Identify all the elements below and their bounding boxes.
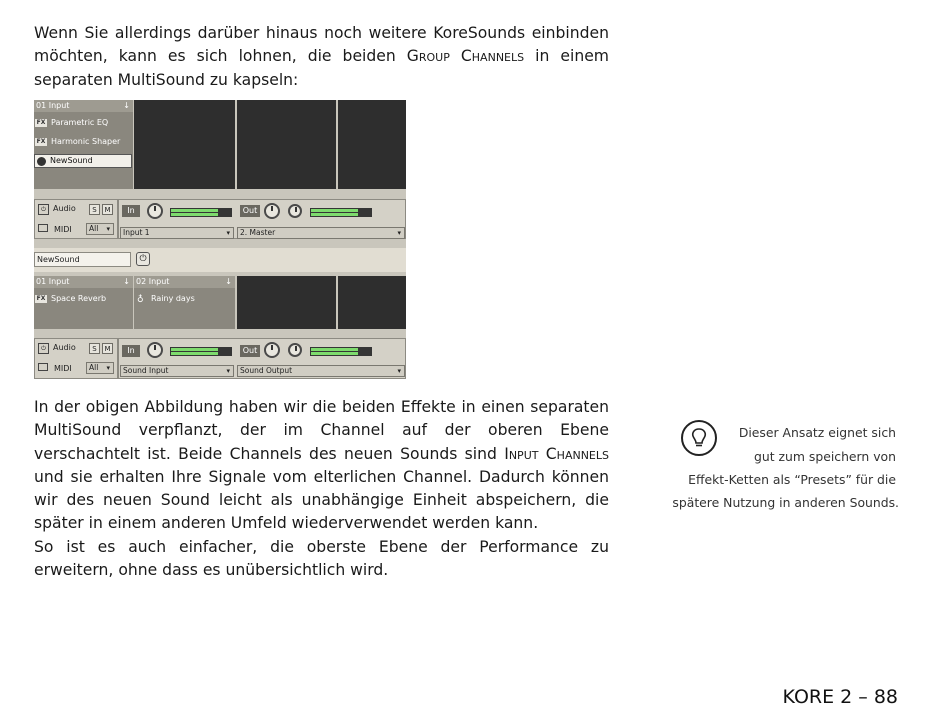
bottom-channel-header-1[interactable]: 01 Input ↓: [34, 276, 133, 288]
tip-line-2: gut zum speichern von: [754, 449, 896, 464]
top-mute-button[interactable]: M: [102, 204, 113, 215]
top-in-label: In: [122, 205, 140, 217]
bottom-in-knob[interactable]: [147, 342, 163, 358]
bottom-mute-button[interactable]: M: [102, 343, 113, 354]
page-number: KORE 2 – 88: [782, 686, 898, 708]
intro-paragraph: Wenn Sie allerdings darüber hinaus noch weitere KoreSounds einbinden möchten, kann es sich lohnen, die beiden Group Channels in einem separaten MultiSound zu kapseln:: [34, 24, 609, 89]
top-out-knob[interactable]: [264, 203, 280, 219]
top-pan-knob[interactable]: [288, 204, 302, 218]
bottom-slot-empty-1[interactable]: [237, 276, 336, 329]
power-icon[interactable]: ⏻: [136, 252, 150, 266]
bottom-input-select[interactable]: Sound Input ▾: [120, 365, 234, 377]
bottom-channel-header-2[interactable]: 02 Input ↓: [134, 276, 235, 288]
bottom-out-meter: [310, 347, 372, 356]
tip-line-4: spätere Nutzung in anderen Sounds.: [672, 495, 899, 510]
bottom-midi-label[interactable]: MIDI: [38, 363, 84, 375]
top-in-meter: [170, 208, 232, 217]
top-channel-header[interactable]: 01 Input ↓: [34, 100, 133, 112]
sound-name-field[interactable]: NewSound: [34, 252, 131, 267]
kore-screenshot: [34, 100, 406, 379]
top-fx-slot-1[interactable]: FX Parametric EQ: [36, 118, 109, 127]
bottom-output-select[interactable]: Sound Output ▾: [237, 365, 405, 377]
top-midi-select[interactable]: All ▾: [86, 223, 114, 235]
top-fx-slot-2[interactable]: FX Harmonic Shaper: [36, 137, 121, 146]
term-group-channels: Group Channels: [406, 47, 525, 66]
top-output-select[interactable]: 2. Master ▾: [237, 227, 405, 239]
term-input-channels: Input Channels: [504, 444, 609, 463]
top-solo-button[interactable]: S: [89, 204, 100, 215]
top-input-select[interactable]: Input 1 ▾: [120, 227, 234, 239]
bottom-audio-label[interactable]: ⏻ Audio: [38, 342, 84, 354]
tip-line-3: Effekt-Ketten als “Presets” für die: [688, 472, 896, 487]
bottom-fx-slot-1[interactable]: FX Space Reverb: [36, 294, 107, 303]
bottom-pan-knob[interactable]: [288, 343, 302, 357]
lightbulb-icon: [681, 420, 717, 456]
top-audio-label[interactable]: ⏻ Audio: [38, 203, 84, 215]
top-out-meter: [310, 208, 372, 217]
top-out-label: Out: [240, 205, 260, 217]
top-sound-slot[interactable]: NewSound: [34, 154, 132, 168]
top-slot-empty-3[interactable]: [338, 100, 406, 189]
top-midi-label[interactable]: MIDI: [38, 224, 84, 236]
bottom-out-knob[interactable]: [264, 342, 280, 358]
explanation-paragraph: In der obigen Abbildung haben wir die beiden Effekte in einen separaten MultiSound verpflanzt, der im Channel auf der oberen Ebene verschachtelt ist. Beide Channels des neuen Sounds sind Input Channels und sie erhalten Ihre Signale vom elterlichen Channel. Dadurch können wir des neuen Sound leicht als unabhängige Einheit abspeichern, die später in einem anderen Umfeld wiederverwendet werden kann. So ist es auch einfacher, die oberste Ebene der Performance zu erweitern, ohne dass es unübersichtlich wird.: [34, 398, 609, 580]
bottom-in-label: In: [122, 345, 140, 357]
bottom-solo-button[interactable]: S: [89, 343, 100, 354]
bottom-out-label: Out: [240, 345, 260, 357]
bottom-midi-select[interactable]: All ▾: [86, 362, 114, 374]
bottom-slot-empty-2[interactable]: [338, 276, 406, 329]
sound-icon: ♁: [137, 295, 144, 305]
top-slot-empty-1[interactable]: [134, 100, 235, 189]
top-in-knob[interactable]: [147, 203, 163, 219]
tip-line-1: Dieser Ansatz eignet sich: [738, 425, 896, 440]
bottom-sound-slot[interactable]: ♁ Rainy days: [137, 294, 195, 305]
bottom-in-meter: [170, 347, 232, 356]
top-slot-empty-2[interactable]: [237, 100, 336, 189]
